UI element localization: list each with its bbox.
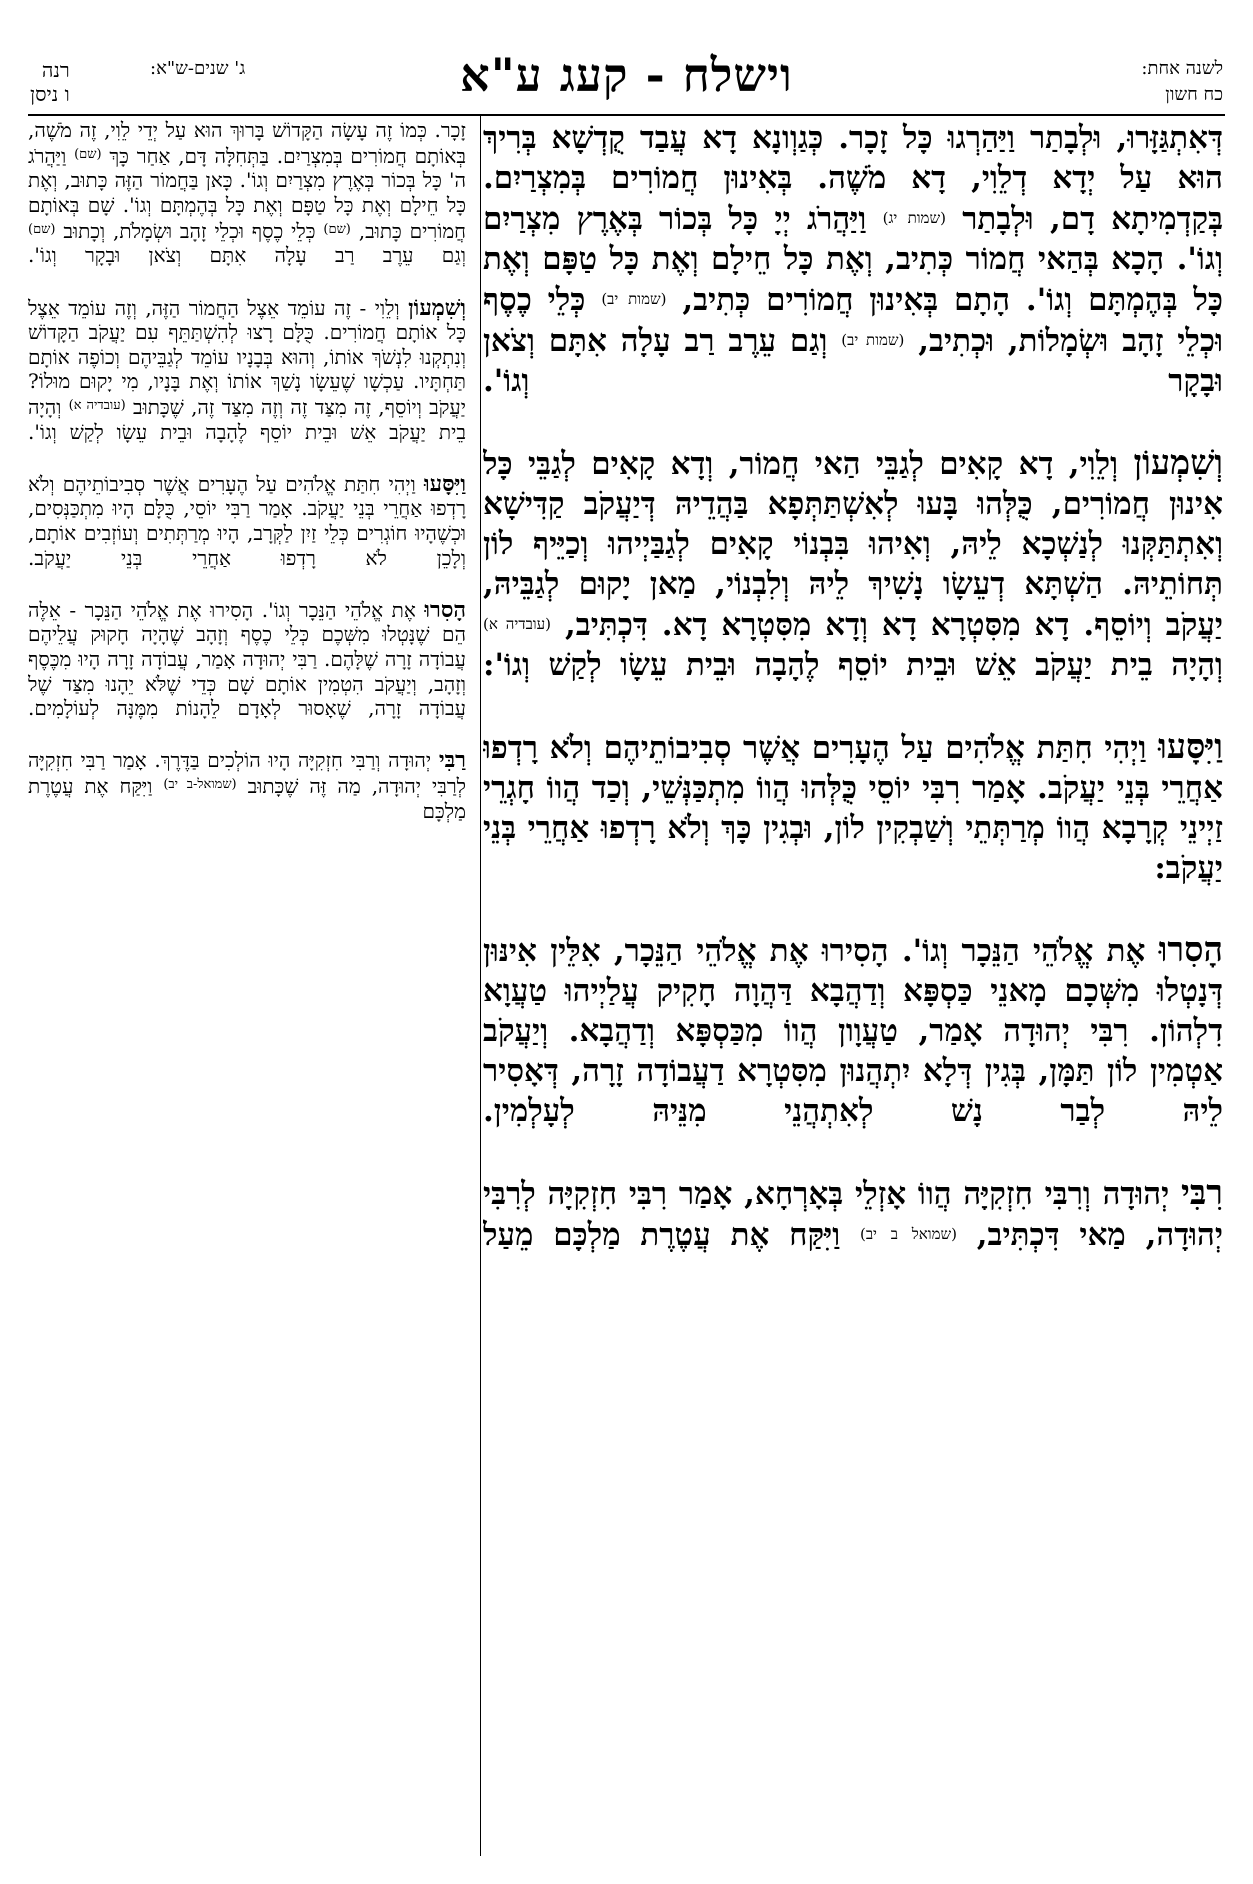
schedule-three-years <box>30 58 70 106</box>
side-paragraph <box>28 296 466 469</box>
side-paragraph <box>28 472 466 595</box>
main-paragraph-text: וְלֵוִי, דָא קָאִים לְגַבֵּי הַאי חֲמוֹר, וְדָא קָאִים לְגַבֵּי כָּל אִינוּן חֲמוֹרִים, כֻּלְּהוּ בָּעוּ לְאִשְׁתַּתְּפָא בַּהֲדֵיהּ דְּיַעֲקֹב קַדִּישָׁא וְאִתְתַּקְּנוּ לְנַשְׁכָא לֵיהּ, וְאִיהוּ בִּבְנוֹי קָאִים לְגַבַּיְיהוּ וְכַיֵּיף לוֹן תְּחוֹתֵיהּ. הַשְׁתָּא דְעֵשָׂו נָשִׁיךְ לֵיהּ וְלִבְנוֹי, מַאן יָקוּם לְגַבֵּיהּ, יַעֲקֹב וְיוֹסֵף. דָא מִסִּטְרָא דָא וְדָא מִסִּטְרָא דָא. דִּכְתִּיב, <box>483 446 1223 643</box>
side-column-translation <box>28 118 466 1868</box>
main-paragraph-text: יְהוּדָה וְרִבִּי חִזְקִיָּה הֲווֹ אָזְלֵי בְּאָרְחָא, אָמַר רִבִּי חִזְקִיָּה לְרִבִּי יְהוּדָה, מַאי דִּכְתִּיב, <box>483 1176 1223 1253</box>
column-divider <box>480 116 481 1856</box>
verse-reference: (שם) <box>28 221 56 237</box>
verse-reference: (שם) <box>323 221 351 237</box>
main-paragraph <box>483 727 1223 928</box>
side-paragraph-text: יְהוּדָה וְרַבִּי חִזְקִיָּה הָיוּ הוֹלְכִים בַּדֶּרֶךְ. אָמַר רַבִּי חִזְקִיָּה לְרַבִּי יְהוּדָה, מַה זֶּה שֶׁכָּתוּב <box>28 748 466 799</box>
verse-reference: (שמואל-ב יב) <box>163 777 237 792</box>
verse-reference: (עובדיה א) <box>68 397 126 413</box>
side-paragraph-text: כְּלֵי כֶסֶף וּכְלֵי זָהָב וּשְׂמָלֹת, וְכָתוּב <box>63 218 316 243</box>
paragraph-opener: הָסִרוּ <box>1158 930 1223 970</box>
main-paragraph-text: וְהָיָה בֵית יַעֲקֹב אֵשׁ וּבֵית יוֹסֵף לֶהָבָה וּבֵית עֵשָׂו לְקַשׁ וְגוֹ': <box>483 647 1223 683</box>
header-rule <box>28 114 1225 116</box>
schedule-three-years-date: ו ניסן <box>30 82 70 106</box>
main-paragraph <box>483 118 1223 441</box>
paragraph-opener: וְשִׁמְעוֹן <box>1133 443 1223 483</box>
main-paragraph <box>483 443 1223 725</box>
paragraph-opener: הָסִרוּ <box>424 596 466 623</box>
main-paragraph-text: כְּלֵי כֶסֶף וּכְלֵי זָהָב וּשְׂמָלוֹת, וּכְתִיב, <box>483 282 1223 359</box>
paragraph-opener: וַיִּסָּעוּ <box>1158 727 1223 767</box>
verse-reference: (שמות יב) <box>601 290 667 308</box>
verse-reference: (שמואל ב יב) <box>859 1225 957 1243</box>
side-paragraph-text: וַיִּקַּח אֶת עֲטֶרֶת מַלְכָּם <box>28 774 466 823</box>
verse-reference: (שמות יג) <box>882 209 946 227</box>
main-paragraph-text: וַיַּהֲרֹג יְיָ כָּל בְּכוֹר בְּאֶרֶץ מִצְרַיִם וְגוֹ'. הָכָא בְּהַאי חֲמוֹר כְּתִיב, וְאֶת כָּל חֵילָם וְאֶת כָּל טַפָּם וְאֶת כָּל בְּהֶמְתָּם וְגוֹ'. הָתָם בְּאִינוּן חֲמוֹרִים כְּתִיב, <box>483 201 1223 318</box>
schedule-three-years-label: ג' שנים-ש"א: <box>150 58 246 79</box>
side-paragraph-text: וְגַם עֵרֶב רַב עָלָה אִתָּם וְצֹאן וּבָקָר וְגוֹ'. <box>28 243 466 268</box>
side-paragraph <box>28 118 466 293</box>
main-paragraph-text: דְּאִתְגַּזָּרוּ, וּלְבָתַר וַיַּהַרְגוּ כָּל זָכָר. כְּגַוְונָא דָא עֲבַד קֻדְשָׁא בְּרִיךְ הוּא עַל יְדָא דְלֵוִי, דָא מֹשֶׁה. בְּאִינוּן חֲמוֹרִים בְּמִצְרַיִם. בְּקַדְמִיתָא דָם, וּלְבָתַר <box>483 120 1223 237</box>
main-paragraph-text: וַיְהִי חִתַּת אֱלֹהִים עַל הֶעָרִים אֲשֶׁר סְבִיבוֹתֵיהֶם וְלֹא רָדְפוּ אַחֲרֵי בְּנֵי יַעֲקֹב. אָמַר רִבִּי יוֹסֵי כֻּלְּהוּ הֲווֹ מִתְכַּנְּשֵׁי, וְכַד הֲווֹ חָגְרֵי זַיְינֵי קְרָבָא הֲווֹ מְרַתְּתֵי וְשַׁבְקִין לוֹן, וּבְגִין כָּךְ וְלֹא רָדְפוּ אַחֲרֵי בְּנֵי יַעֲקֹב: <box>483 730 1223 886</box>
schedule-one-year-date: כח חשון <box>1165 84 1223 105</box>
main-paragraph-text: וַיִּקַּח אֶת עֲטֶרֶת מַלְכָּם מֵעַל <box>483 1217 841 1253</box>
side-paragraph <box>28 748 466 848</box>
side-paragraph-text: אֶת אֱלֹהֵי הַנֵּכָר וְגוֹ'. הָסִירוּ אֶת אֱלֹהֵי הַנֵּכָר - אֵלֶּה הֵם שֶׁנָּטְלוּ מִשְּׁכֶם כְּלֵי כֶסֶף וְזָהָב שֶׁהָיָה חָקוּק עֲלֵיהֶם עֲבוֹדָה זָרָה שֶׁלָּהֶם. רַבִּי יְהוּדָה אָמַר, עֲבוֹדָה זָרָה הָיוּ מִכֶּסֶף וְזָהָב, וְיַעֲקֹב הִטְמִין אוֹתָם שָׁם כְּדֵי שֶׁלֹּא יֵהָנוּ מִצַּד שֶׁל עֲבוֹדָה זָרָה, שֶׁאָסוּר לְאָדָם לֵהָנוֹת מִמֶּנָּה לְעוֹלָמִים. <box>28 597 466 721</box>
verse-reference: (שם) <box>74 146 102 162</box>
paragraph-opener: רַבִּי <box>438 747 466 774</box>
main-paragraph <box>483 930 1223 1171</box>
side-paragraph-text: וַיְהִי חִתַּת אֱלֹהִים עַל הֶעָרִים אֲשֶׁר סְבִיבוֹתֵיהֶם וְלֹא רָדְפוּ אַחֲרֵי בְּנֵי יַעֲקֹב. אָמַר רַבִּי יוֹסֵי, כֻּלָּם הָיוּ מִתְכַּנְּסִים, וּכְשֶׁהָיוּ חוֹגְרִים כְּלֵי זַיִן לַקְּרָב, הָיוּ מְרַתְּתִים וְעוֹזְבִים אוֹתָם, וְלָכֵן לֹא רָדְפוּ אַחֲרֵי בְּנֵי יַעֲקֹב. <box>28 471 466 570</box>
paragraph-opener: וְשִׁמְעוֹן <box>408 294 466 321</box>
main-paragraph-text: אֶת אֱלֹהֵי הַנֵּכָר וְגוֹ'. הָסִירוּ אֶת אֱלֹהֵי הַנֵּכָר, אִלֵּין אִינּוּן דְּנָטְלוּ מִשְּׁכָם מָאנֵי כַּסְפָּא וְדַהֲבָא דַּהֲוָה חָקִיק עֲלַיְיהוּ טַעֲוָא דִלְהוֹן. רִבִּי יְהוּדָה אָמַר, טַעֲוָון הֲווֹ מִכַּסְפָּא וְדַהֲבָא. וְיַעֲקֹב אַטְמִין לוֹן תַּמָּן, בְּגִין דְּלָא יִתְהֲנוּן מִסִּטְרָא דַעֲבוֹדָה זָרָה, דְּאָסִיר לֵיהּ לְבַר נָשׁ לְאִתְהֲנֵי מִנֵּיהּ לְעָלְמִין. <box>483 933 1223 1129</box>
side-paragraph-text: וַיַּהֲרֹג ה' כָּל בְּכוֹר בְּאֶרֶץ מִצְרַיִם וְגוֹ'. כָּאן בַּחֲמוֹר הַזֶּה כָּתוּב, וְאֶת כָּל חֵילָם וְאֶת כָּל טַפָּם וְאֶת כָּל בְּהֶמְתָּם וְגוֹ'. שָׁם בְּאוֹתָם חֲמוֹרִים כָּתוּב, <box>28 143 466 243</box>
paragraph-opener: וַיִּסָּעוּ <box>424 470 466 497</box>
side-paragraph-text: זָכָר. כְּמוֹ זֶה עָשָׂה הַקָּדוֹשׁ בָּרוּךְ הוּא עַל יְדֵי לֵוִי, זֶה מֹשֶׁה, בְּאוֹתָם חֲמוֹרִים בְּמִצְרַיִם. בַּתְּחִלָּה דָּם, אַחַר כָּךְ <box>28 118 466 168</box>
schedule-one-year-label: לשנה אחת: <box>1141 58 1223 79</box>
verse-reference: (שמות יב) <box>841 331 905 349</box>
page-header <box>0 0 1253 118</box>
paragraph-opener: רִבִּי <box>1180 1173 1223 1213</box>
page-marker: רנה <box>41 58 70 82</box>
side-paragraph-text: וְהָיָה בֵית יַעֲקֹב אֵשׁ וּבֵית יוֹסֵף לֶהָבָה וּבֵית עֵשָׂו לְקַשׁ וְגוֹ'. <box>28 395 466 444</box>
main-paragraph-text: וְגַם עֵרֶב רַב עָלָה אִתָּם וְצֹאן וּבָקָר וְגוֹ'. <box>483 323 1223 399</box>
page-title: וישלח - קעג ע"א <box>460 48 793 102</box>
main-paragraph <box>483 1173 1223 1295</box>
verse-reference: (עובדיה א) <box>483 615 551 633</box>
side-paragraph <box>28 598 466 746</box>
side-paragraph-text: וְלֵוִי - זֶה עוֹמֵד אֵצֶל הַחֲמוֹר הַזֶּה, וְזֶה עוֹמֵד אֵצֶל כָּל אוֹתָם חֲמוֹרִים. כֻּלָּם רָצוּ לְהִשְׁתַּתֵּף עִם יַעֲקֹב הַקָּדוֹשׁ וְנִתְקְנוּ לִנְשֹׁךְ אוֹתוֹ, וְהוּא בְּבָנָיו עוֹמֵד לְגַבֵּיהֶם וְכוֹפֶה אוֹתָם תַּחְתָּיו. עַכְשָׁו שֶׁעֵשָׂו נָשַׁךְ אוֹתוֹ וְאֶת בָּנָיו, מִי יָקוּם מוּלוֹ? יַעֲקֹב וְיוֹסֵף, זֶה מִצַּד זֶה וְזֶה מִצַּד זֶה, שֶׁכָּתוּב <box>28 295 466 420</box>
main-column-aramaic <box>483 118 1223 1868</box>
